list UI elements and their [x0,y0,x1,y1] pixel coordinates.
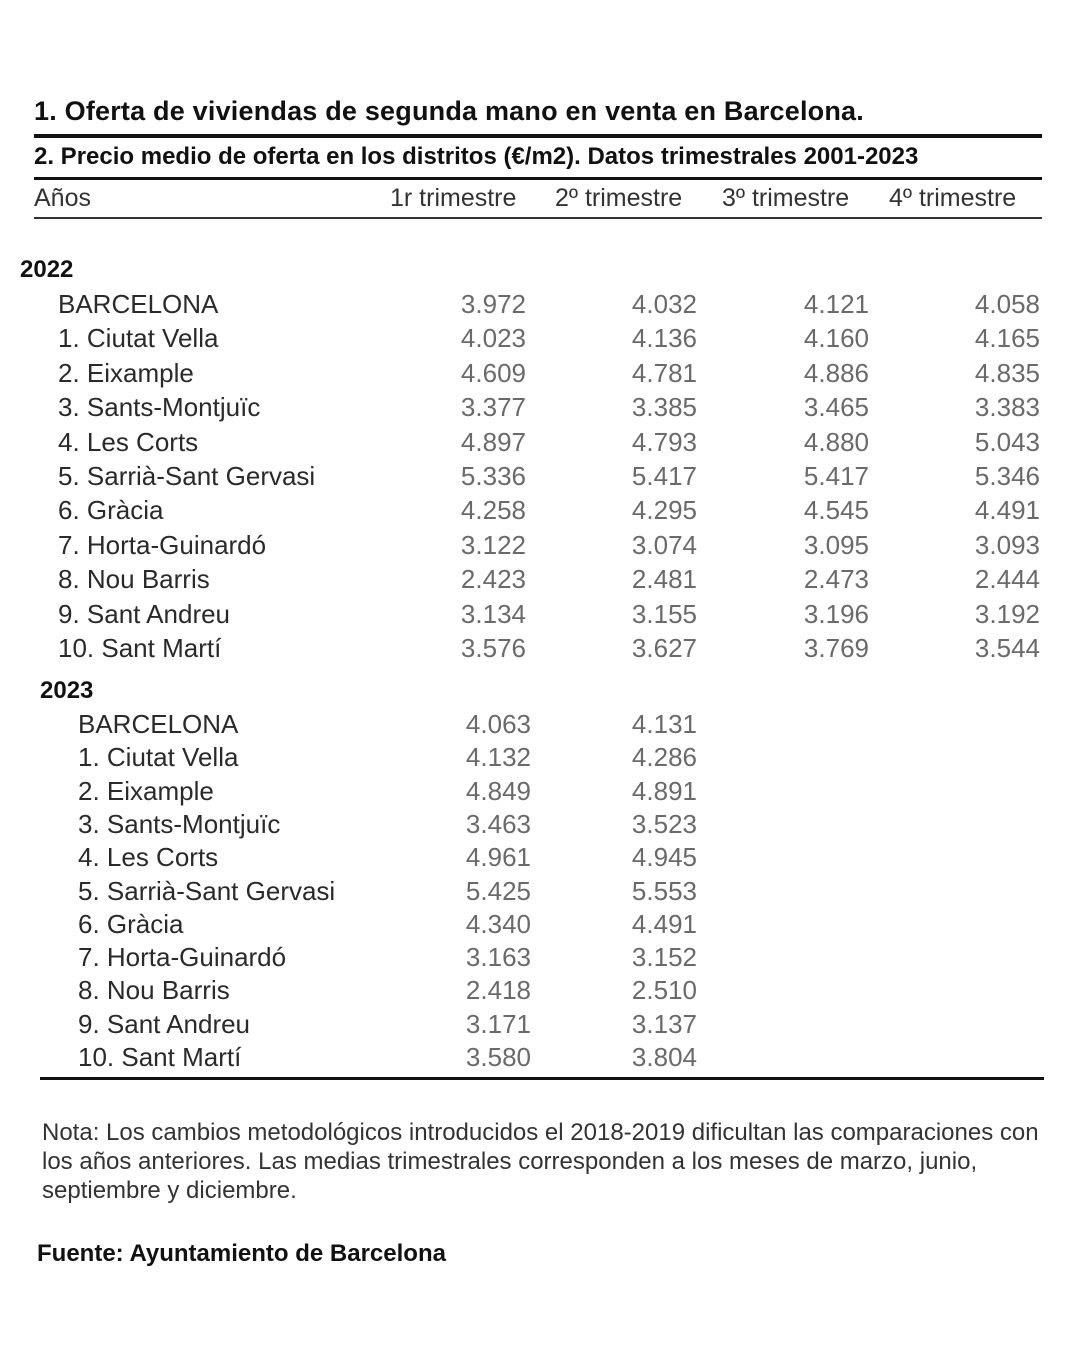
price-cell-q2: 4.891 [631,775,697,806]
price-cell-q1: 3.972 [460,289,526,319]
price-cell-q2: 4.286 [631,742,697,773]
subtitle-rule [34,177,1042,180]
price-cell-q1: 2.418 [465,975,531,1006]
district-label: BARCELONA [58,289,219,319]
district-label: 4. Les Corts [78,842,219,873]
table-row [0,633,1080,667]
district-label: 2. Eixample [58,357,194,388]
title-rule [34,134,1042,138]
price-cell-q2: 4.032 [631,289,697,319]
bottom-rule [40,1077,1044,1080]
price-cell-q1: 2.423 [460,564,526,595]
table-row [0,358,1080,392]
header-rule [34,217,1042,219]
table-row [0,530,1080,564]
table-row [0,289,1080,323]
price-cell-q3: 4.160 [803,323,869,354]
table-row [0,842,1080,876]
district-label: 7. Horta-Guinardó [58,529,267,560]
price-cell-q4: 3.192 [974,598,1040,629]
table-row [0,1009,1080,1043]
district-label: 6. Gràcia [78,908,184,939]
price-cell-q1: 3.576 [460,633,526,663]
price-cell-q1: 4.849 [465,775,531,806]
district-label: 8. Nou Barris [78,975,230,1006]
price-cell-q3: 3.095 [803,529,869,560]
district-label: 4. Les Corts [58,426,199,457]
price-cell-q4: 5.346 [974,461,1040,491]
price-cell-q2: 3.152 [631,942,697,973]
year-heading: 2022 [20,256,74,283]
price-cell-q1: 4.961 [465,842,531,873]
district-label: 5. Sarrià-Sant Gervasi [58,461,316,491]
price-cell-q1: 4.340 [465,908,531,939]
price-cell-q1: 5.336 [460,461,526,491]
price-cell-q3: 3.196 [803,598,869,629]
price-cell-q1: 4.258 [460,495,526,526]
price-cell-q1: 4.063 [465,709,531,739]
price-cell-q1: 3.377 [460,392,526,423]
price-cell-q2: 3.137 [631,1008,697,1039]
district-label: 1. Ciutat Vella [58,323,219,354]
table-row [0,776,1080,810]
price-cell-q2: 5.417 [631,461,697,491]
price-cell-q1: 3.463 [465,808,531,839]
price-cell-q2: 4.945 [631,842,697,873]
price-cell-q4: 4.165 [974,323,1040,354]
district-label: 6. Gràcia [58,495,164,526]
district-label: 10. Sant Martí [78,1042,242,1072]
price-cell-q3: 4.545 [803,495,869,526]
price-cell-q3: 4.880 [803,426,869,457]
table-row [0,909,1080,943]
price-cell-q3: 3.465 [803,392,869,423]
district-label: BARCELONA [78,709,239,739]
price-cell-q1: 4.609 [460,357,526,388]
district-label: 3. Sants-Montjuïc [78,808,281,839]
price-cell-q4: 2.444 [974,564,1040,595]
price-cell-q3: 3.769 [803,633,869,663]
table-row [0,564,1080,598]
price-cell-q1: 4.132 [465,742,531,773]
price-cell-q1: 3.122 [460,529,526,560]
price-cell-q2: 2.481 [631,564,697,595]
price-cell-q1: 4.023 [460,323,526,354]
district-label: 9. Sant Andreu [78,1008,251,1039]
price-cell-q2: 4.295 [631,495,697,526]
table-row [0,1042,1080,1076]
price-cell-q1: 5.425 [465,875,531,906]
district-label: 1. Ciutat Vella [78,742,239,773]
price-cell-q2: 4.793 [631,426,697,457]
price-cell-q3: 4.886 [803,357,869,388]
district-label: 8. Nou Barris [58,564,210,595]
district-label: 3. Sants-Montjuïc [58,392,261,423]
table-row [0,709,1080,743]
table-row [0,876,1080,910]
price-cell-q2: 2.510 [631,975,697,1006]
price-cell-q2: 3.385 [631,392,697,423]
table-row [0,942,1080,976]
footnote: Nota: Los cambios metodológicos introducidos el 2018-2019 dificultan las comparaciones con los años anteriores. Las medias trimestrales corresponden a los meses de marzo, junio, septiembre y diciembre. [42,1119,1039,1204]
price-cell-q4: 3.093 [974,529,1040,560]
price-cell-q2: 4.781 [631,357,697,388]
price-cell-q2: 3.627 [631,633,697,663]
table-row [0,427,1080,461]
price-cell-q1: 3.171 [465,1008,531,1039]
price-cell-q4: 4.835 [974,357,1040,388]
price-cell-q3: 4.121 [803,289,869,319]
price-cell-q2: 4.131 [631,709,697,739]
price-cell-q3: 5.417 [803,461,869,491]
price-cell-q4: 3.544 [974,633,1040,663]
price-cell-q2: 5.553 [631,875,697,906]
header-q2: 2º trimestre [555,184,683,212]
price-cell-q3: 2.473 [803,564,869,595]
price-cell-q4: 4.058 [974,289,1040,319]
header-q4: 4º trimestre [889,184,1017,212]
table-row [0,809,1080,843]
price-cell-q4: 5.043 [974,426,1040,457]
price-cell-q2: 3.804 [631,1042,697,1072]
table-subtitle: 2. Precio medio de oferta en los distritos (€/m2). Datos trimestrales 2001-2023 [34,143,919,170]
table-row [0,975,1080,1009]
table-row [0,461,1080,495]
district-label: 2. Eixample [78,775,214,806]
price-cell-q1: 3.134 [460,598,526,629]
header-years: Años [34,184,91,212]
price-cell-q2: 4.491 [631,908,697,939]
table-row [0,323,1080,357]
district-label: 9. Sant Andreu [58,598,231,629]
price-cell-q2: 3.523 [631,808,697,839]
district-label: 7. Horta-Guinardó [78,942,287,973]
price-cell-q2: 3.074 [631,529,697,560]
price-cell-q1: 4.897 [460,426,526,457]
price-cell-q2: 4.136 [631,323,697,354]
table-row [0,599,1080,633]
header-q1: 1r trimestre [390,184,517,212]
price-cell-q1: 3.580 [465,1042,531,1072]
year-heading: 2023 [40,677,94,704]
price-cell-q1: 3.163 [465,942,531,973]
table-title: 1. Oferta de viviendas de segunda mano en venta en Barcelona. [34,96,864,126]
table-row [0,742,1080,776]
district-label: 5. Sarrià-Sant Gervasi [78,875,336,906]
header-q3: 3º trimestre [722,184,850,212]
table-row [0,392,1080,426]
source-credit: Fuente: Ayuntamiento de Barcelona [37,1240,446,1267]
price-cell-q2: 3.155 [631,598,697,629]
price-cell-q4: 3.383 [974,392,1040,423]
district-label: 10. Sant Martí [58,633,222,663]
price-cell-q4: 4.491 [974,495,1040,526]
table-row [0,495,1080,529]
